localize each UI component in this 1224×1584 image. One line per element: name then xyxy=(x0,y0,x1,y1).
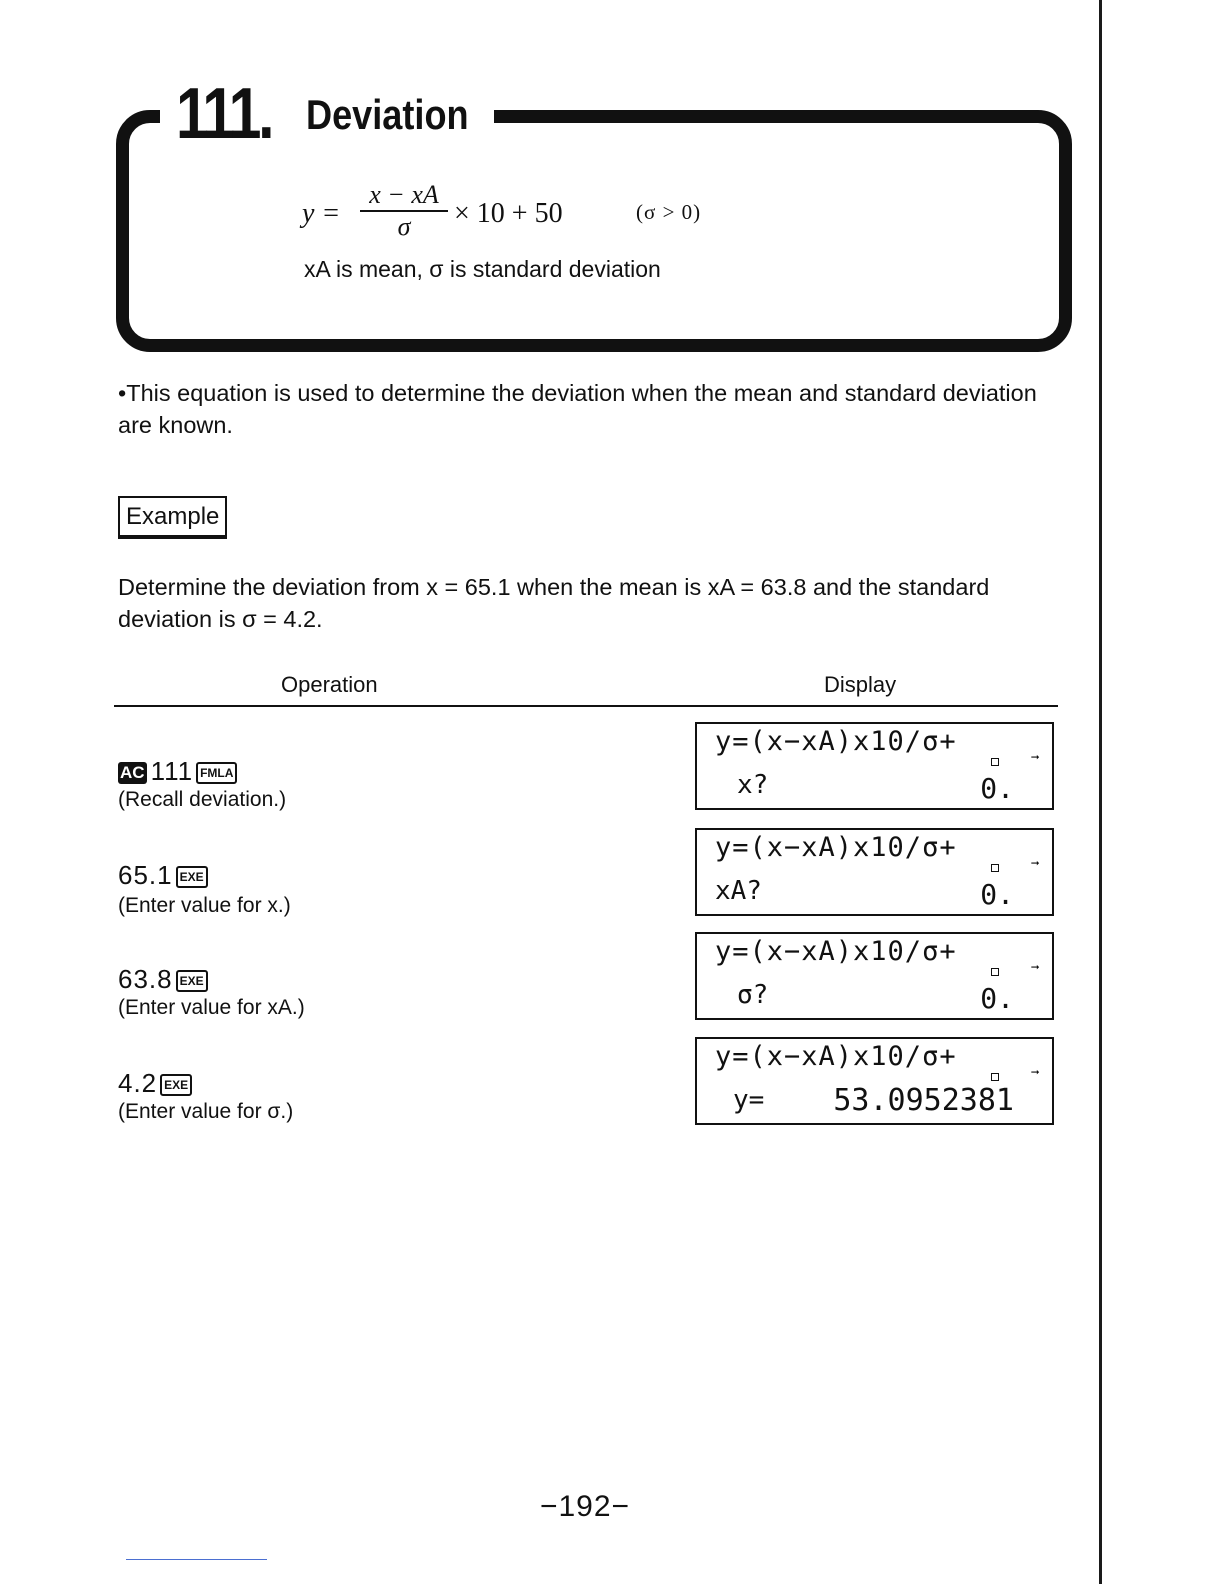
fmla-key: FMLA xyxy=(196,762,237,784)
step-2-input: 65.1 xyxy=(118,860,173,890)
formula-note: xA is mean, σ is standard deviation xyxy=(304,256,661,282)
right-arrow-icon: ➞ xyxy=(1031,856,1040,872)
example-text: Determine the deviation from x = 65.1 when the mean is xA = 63.8 and the standard deviation is σ = 4.2. xyxy=(118,574,990,632)
formula-denominator: σ xyxy=(397,212,411,241)
description: •This equation is used to determine the deviation when the mean and standard deviation are known. xyxy=(118,380,1037,438)
exe-key: EXE xyxy=(176,866,208,888)
lcd-indicator xyxy=(991,864,999,872)
page-number: −192− xyxy=(539,1490,631,1523)
lcd-formula-line: y=(x−xA)x10/σ+ xyxy=(715,936,957,967)
section-title: Deviation xyxy=(306,91,469,138)
lcd-prompt: xA? xyxy=(715,876,762,906)
lcd-indicator xyxy=(991,968,999,976)
lcd-display-2 xyxy=(695,828,1054,916)
ac-key: AC xyxy=(120,763,145,783)
binding-edge-line xyxy=(1099,0,1102,1584)
operation-header: Operation xyxy=(281,672,378,697)
step-2-note: (Enter value for x.) xyxy=(118,894,291,917)
lcd-display-4 xyxy=(695,1037,1054,1125)
step-4-note: (Enter value for σ.) xyxy=(118,1100,294,1123)
formula-fraction xyxy=(358,180,450,242)
formula-lhs: y = xyxy=(302,198,341,229)
step-1-keys xyxy=(118,756,237,787)
lcd-prompt: x? xyxy=(737,770,769,800)
step-1-input: 111 xyxy=(150,756,194,786)
lcd-value: 0. xyxy=(980,982,1014,1015)
step-3-input: 63.8 xyxy=(118,964,173,994)
lcd-result-value: 53.0952381 xyxy=(833,1083,1014,1118)
formula-numerator: x − xA xyxy=(369,180,439,209)
right-arrow-icon: ➞ xyxy=(1031,750,1040,766)
footer-rule xyxy=(126,1559,267,1560)
lcd-indicator xyxy=(991,758,999,766)
step-3-note: (Enter value for xA.) xyxy=(118,996,305,1019)
lcd-value: 0. xyxy=(980,878,1014,911)
right-arrow-icon: ➞ xyxy=(1031,960,1040,976)
lcd-value: 0. xyxy=(980,772,1014,805)
step-4-input: 4.2 xyxy=(118,1068,158,1098)
lcd-display-1 xyxy=(695,722,1054,810)
section-number: 111. xyxy=(176,74,272,154)
step-4-keys xyxy=(118,1068,192,1099)
lcd-formula-line: y=(x−xA)x10/σ+ xyxy=(715,832,957,863)
lcd-prompt: σ? xyxy=(737,980,769,1010)
header-rule xyxy=(114,705,1058,707)
example-label: Example xyxy=(118,496,227,539)
display-header: Display xyxy=(824,672,897,697)
formula-condition: (σ > 0) xyxy=(636,200,702,224)
step-3-keys xyxy=(118,964,208,995)
formula-rhs: × 10 + 50 xyxy=(454,198,563,229)
step-2-keys xyxy=(118,860,208,891)
exe-key: EXE xyxy=(176,970,208,992)
step-1-note: (Recall deviation.) xyxy=(118,788,287,811)
lcd-formula-line: y=(x−xA)x10/σ+ xyxy=(715,1041,957,1072)
exe-key: EXE xyxy=(160,1074,192,1096)
lcd-prompt: y= xyxy=(733,1085,765,1115)
right-arrow-icon: ➞ xyxy=(1031,1065,1040,1081)
lcd-display-3 xyxy=(695,932,1054,1020)
lcd-formula-line: y=(x−xA)x10/σ+ xyxy=(715,726,957,757)
lcd-indicator xyxy=(991,1073,999,1081)
